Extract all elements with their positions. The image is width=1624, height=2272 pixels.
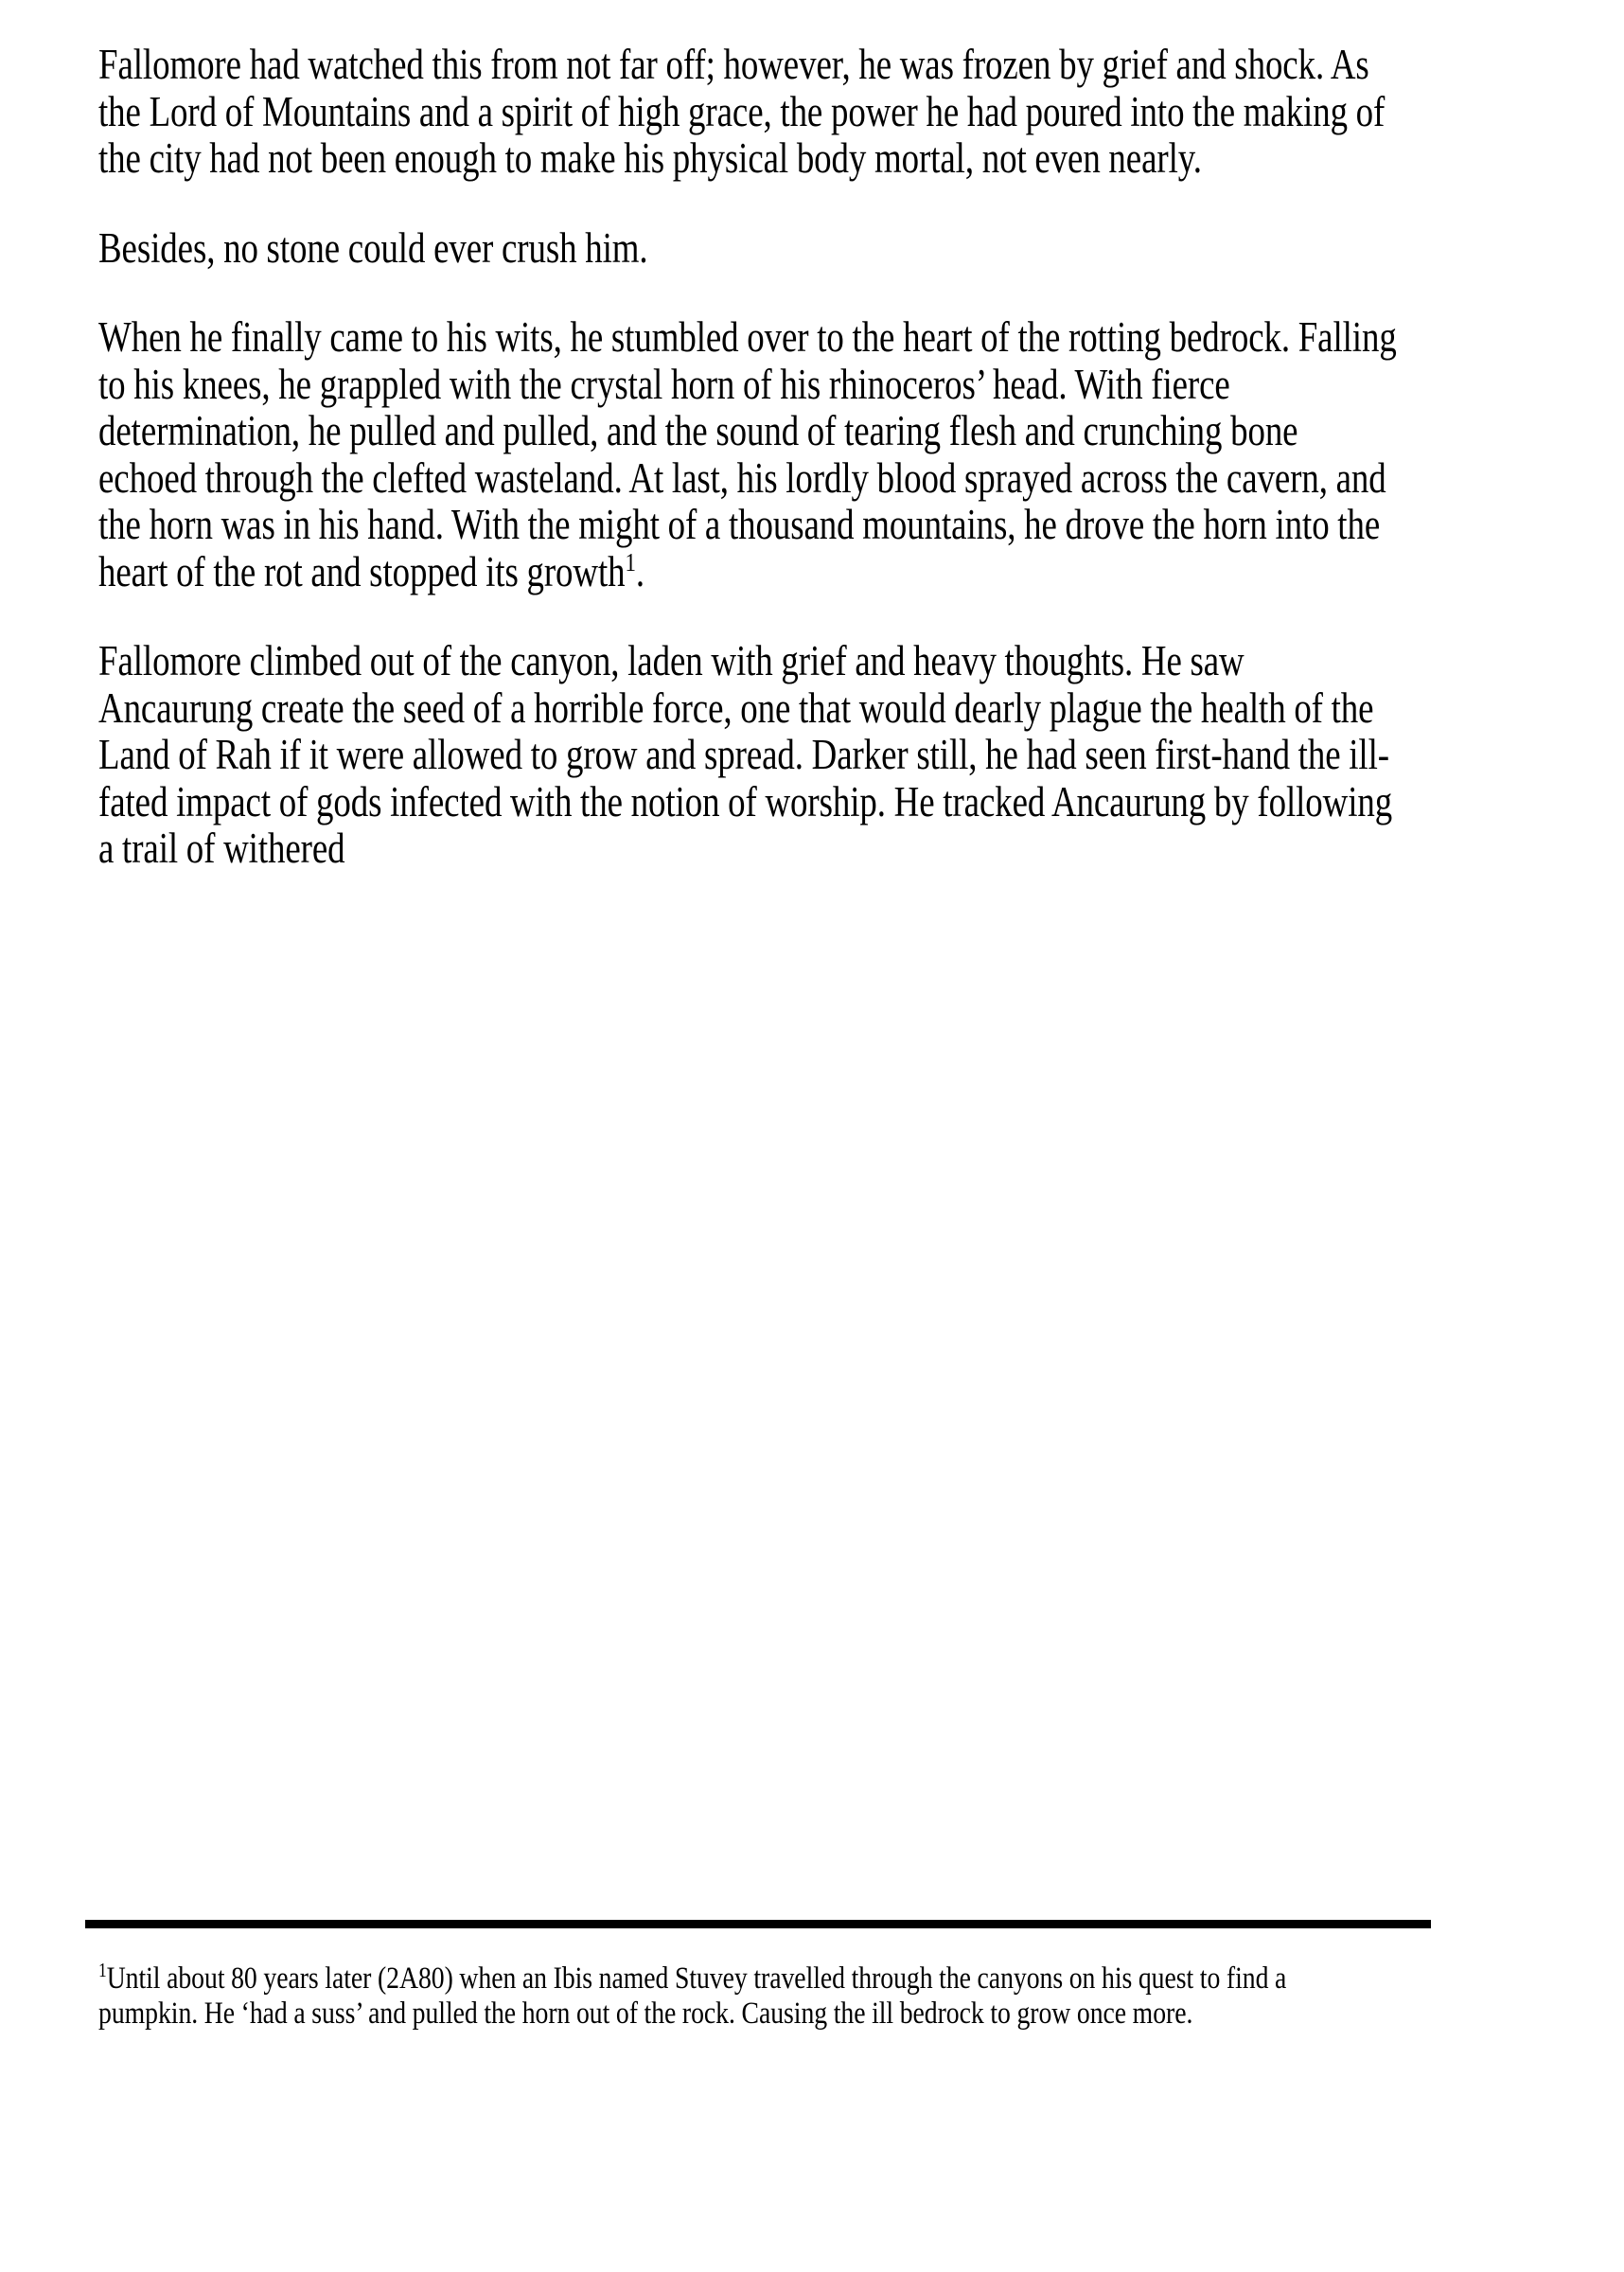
- footnote-text: Until about 80 years later (2A80) when an Ibis named Stuvey travelled through the canyons on his quest to find a pumpkin. He ‘had a suss’ and pulled the horn out of the rock. Causing the ill bedrock to grow once more.: [98, 1961, 1287, 2031]
- footnote-separator-rule: [85, 1920, 1431, 1928]
- body-text-column: [98, 42, 1404, 873]
- footnote-1: [98, 1961, 1319, 2032]
- paragraph-3: [98, 314, 1403, 595]
- footnote-block: [98, 1961, 1319, 2032]
- paragraph-4: Fallomore climbed out of the canyon, laden with grief and heavy thoughts. He saw Ancaurung create the seed of a horrible force, one that would dearly plague the health of the Land of Rah if it were allowed to grow and spread. Darker still, he had seen first-hand the ill-fated impact of gods infected with the notion of worship. He tracked Ancaurung by following a trail of withered: [98, 637, 1393, 872]
- paragraph-1: Fallomore had watched this from not far off; however, he was frozen by grief and shock. As the Lord of Mountains and a spirit of high grace, the power he had poured into the making of the city had not been enough to make his physical body mortal, not even nearly.: [98, 41, 1386, 182]
- footnote-marker: 1: [98, 1960, 107, 1981]
- paragraph-2: Besides, no stone could ever crush him.: [98, 223, 648, 272]
- footnote-reference-link[interactable]: 1: [625, 547, 636, 577]
- paragraph-3-text: When he finally came to his wits, he stumbled over to the heart of the rotting bedrock. Falling to his knees, he grappled with the crystal horn of his rhinoceros’ head. With fierce determination, he pulled and pulled, and the sound of tearing flesh and crunching bone echoed through the clefted wasteland. At last, his lordly blood sprayed across the cavern, and the horn was in his hand. With the might of a thousand mountains, he drove the horn into the heart of the rot and stopped its growth: [98, 313, 1397, 595]
- paragraph-3-terminator: .: [635, 547, 645, 595]
